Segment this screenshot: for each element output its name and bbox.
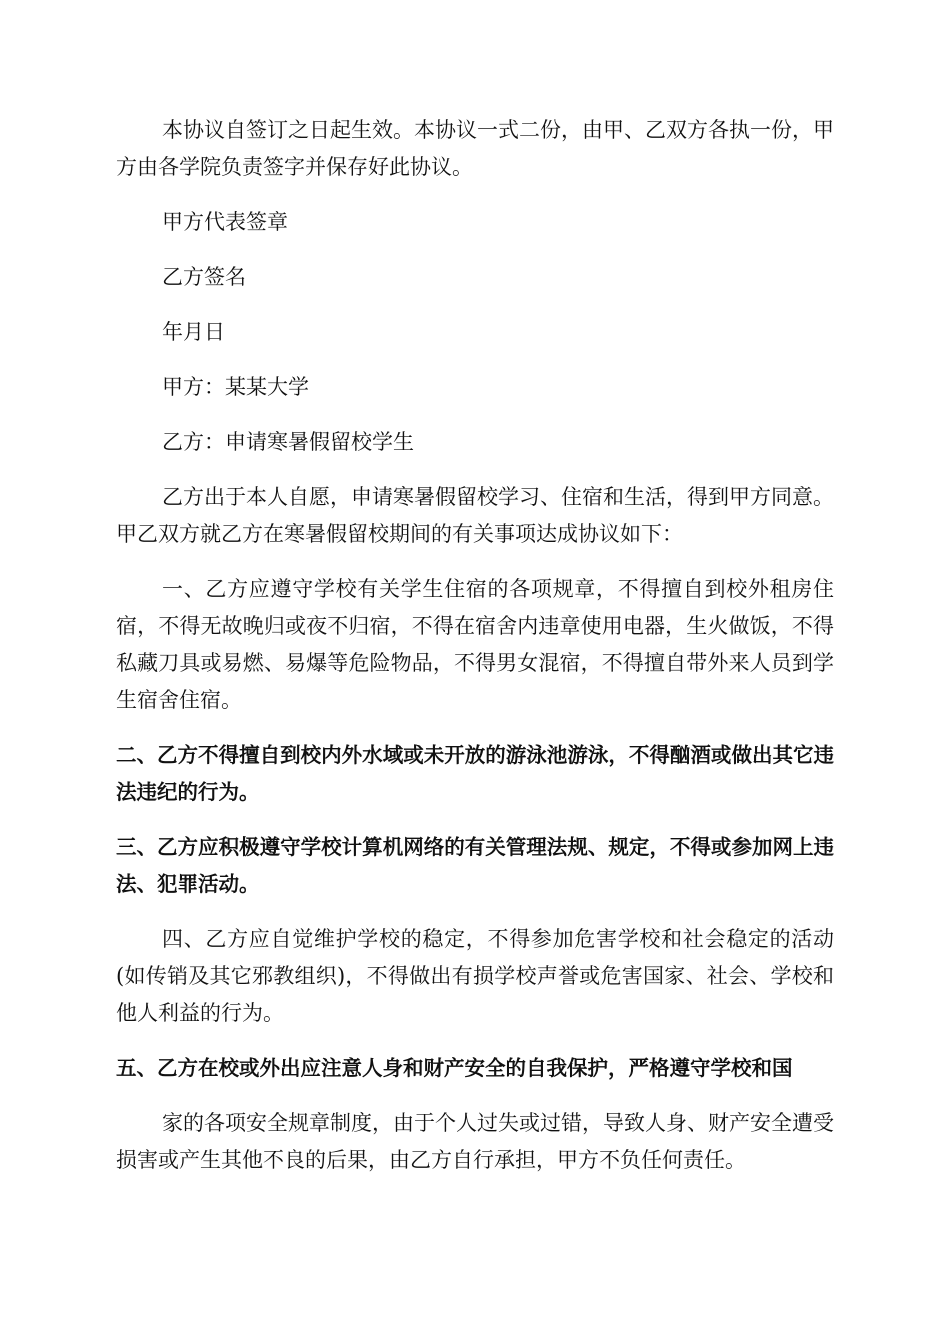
clause-3: 三、乙方应积极遵守学校计算机网络的有关管理法规、规定，不得或参加网上违法、犯罪活动。: [116, 835, 834, 896]
party-a-seal-line: 甲方代表签章: [162, 210, 288, 234]
clause-5: 五、乙方在校或外出应注意人身和财产安全的自我保护，严格遵守学校和国: [116, 1056, 793, 1080]
party-b-signature-line: 乙方签名: [162, 265, 246, 289]
clause-1: 一、乙方应遵守学校有关学生住宿的各项规章，不得擅自到校外租房住宿，不得无故晚归或夜不归宿，不得在宿舍内违章使用电器，生火做饭，不得私藏刀具或易燃、易爆等危险物品，不得男女混宿，不得擅自带外来人员到学生宿舍住宿。: [116, 577, 834, 712]
party-b-name: 乙方：申请寒暑假留校学生: [162, 430, 414, 454]
date-line: 年月日: [162, 320, 225, 344]
clause-4: 四、乙方应自觉维护学校的稳定，不得参加危害学校和社会稳定的活动(如传销及其它邪教组织)，不得做出有损学校声誉或危害国家、社会、学校和他人利益的行为。: [116, 927, 834, 1025]
clause-2: 二、乙方不得擅自到校内外水域或未开放的游泳池游泳，不得酗酒或做出其它违法违纪的行为。: [116, 743, 834, 804]
document-page: [116, 112, 834, 1197]
clause-5-continued: 家的各项安全规章制度，由于个人过失或过错，导致人身、财产安全遭受损害或产生其他不良的后果，由乙方自行承担，甲方不负任何责任。: [116, 1111, 834, 1172]
paragraph-effective-clause: 本协议自签订之日起生效。本协议一式二份，由甲、乙双方各执一份，甲方由各学院负责签字并保存好此协议。: [116, 118, 834, 179]
party-a-name: 甲方：某某大学: [162, 375, 309, 399]
paragraph-intro: 乙方出于本人自愿，申请寒暑假留校学习、住宿和生活，得到甲方同意。甲乙双方就乙方在寒暑假留校期间的有关事项达成协议如下：: [116, 485, 834, 546]
